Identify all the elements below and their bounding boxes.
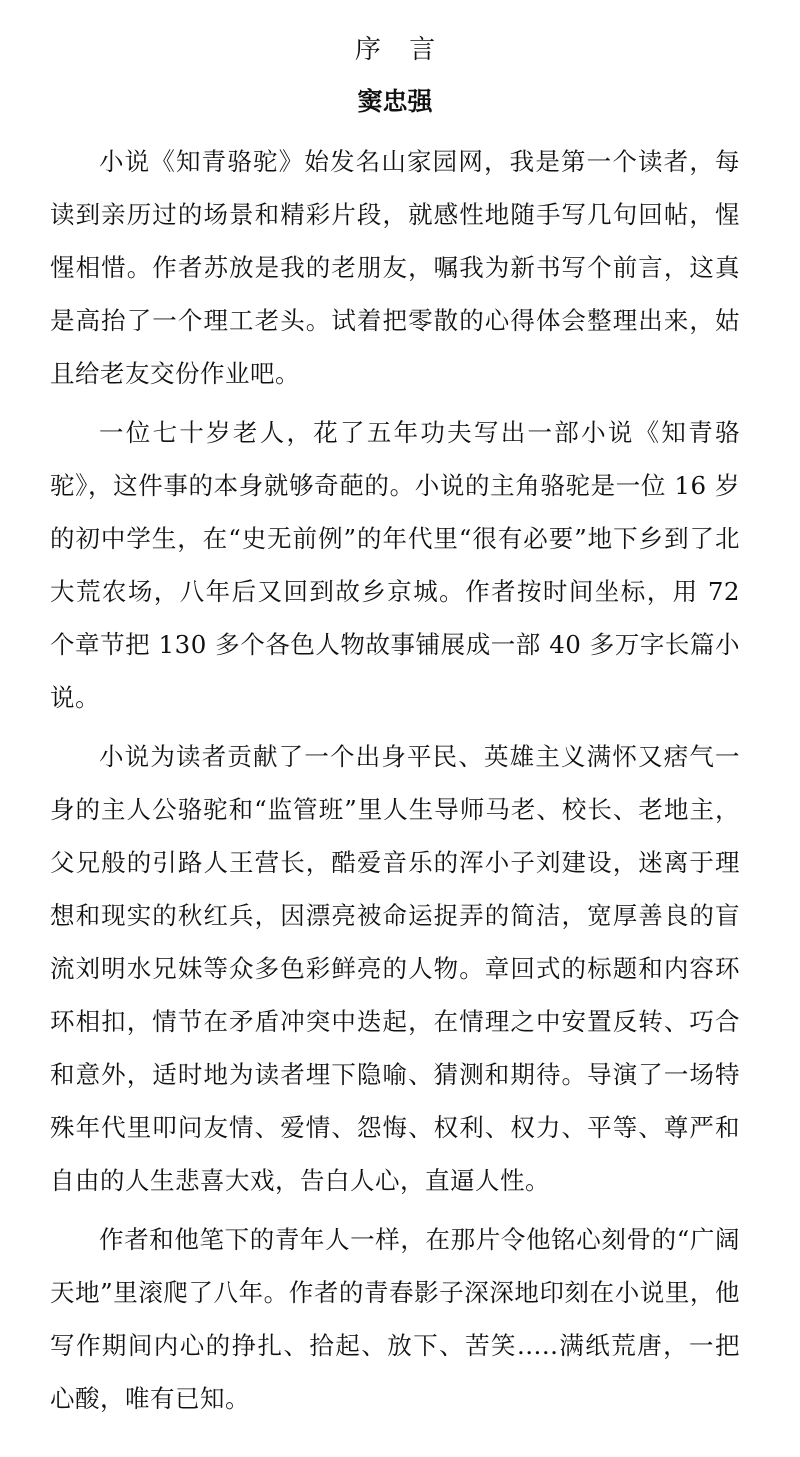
paragraph-2: 一位七十岁老人，花了五年功夫写出一部小说《知青骆驼》，这件事的本身就够奇葩的。小说的主角骆驼是一位 16 岁的初中学生，在“史无前例”的年代里“很有必要”地下乡到了北大荒农场，八年后又回到故乡京城。作者按时间坐标，用 72 个章节把 130 多个各色人物故事铺展成一部 40 多万字长篇小说。: [50, 418, 740, 712]
paragraph-1: 小说《知青骆驼》始发名山家园网，我是第一个读者，每读到亲历过的场景和精彩片段，就感性地随手写几句回帖，惺惺相惜。作者苏放是我的老朋友，嘱我为新书写个前言，这真是高抬了一个理工老头。试着把零散的心得体会整理出来，姑且给老友交份作业吧。: [50, 147, 740, 388]
document-title: 序 言: [354, 35, 446, 65]
paragraph-4: 作者和他笔下的青年人一样，在那片令他铭心刻骨的“广阔天地”里滚爬了八年。作者的青春影子深深地印刻在小说里，他写作期间内心的挣扎、拾起、放下、苦笑.....满纸荒唐，一把心酸，唯有已知。: [50, 1225, 740, 1413]
document-page: [50, 28, 740, 1431]
paragraph-3: 小说为读者贡献了一个出身平民、英雄主义满怀又痞气一身的主人公骆驼和“监管班”里人生导师马老、校长、老地主，父兄般的引路人王营长，酷爱音乐的浑小子刘建设，迷离于理想和现实的秋红兵，因漂亮被命运捉弄的简洁，宽厚善良的盲流刘明水兄妹等众多色彩鲜亮的人物。章回式的标题和内容环环相扣，情节在矛盾冲突中迭起，在情理之中安置反转、巧合和意外，适时地为读者埋下隐喻、猜测和期待。导演了一场特殊年代里叩问友情、爱情、怨悔、权利、权力、平等、尊严和自由的人生悲喜大戏，告白人心，直逼人性。: [50, 742, 740, 1195]
author-name: 窦忠强: [357, 87, 433, 116]
